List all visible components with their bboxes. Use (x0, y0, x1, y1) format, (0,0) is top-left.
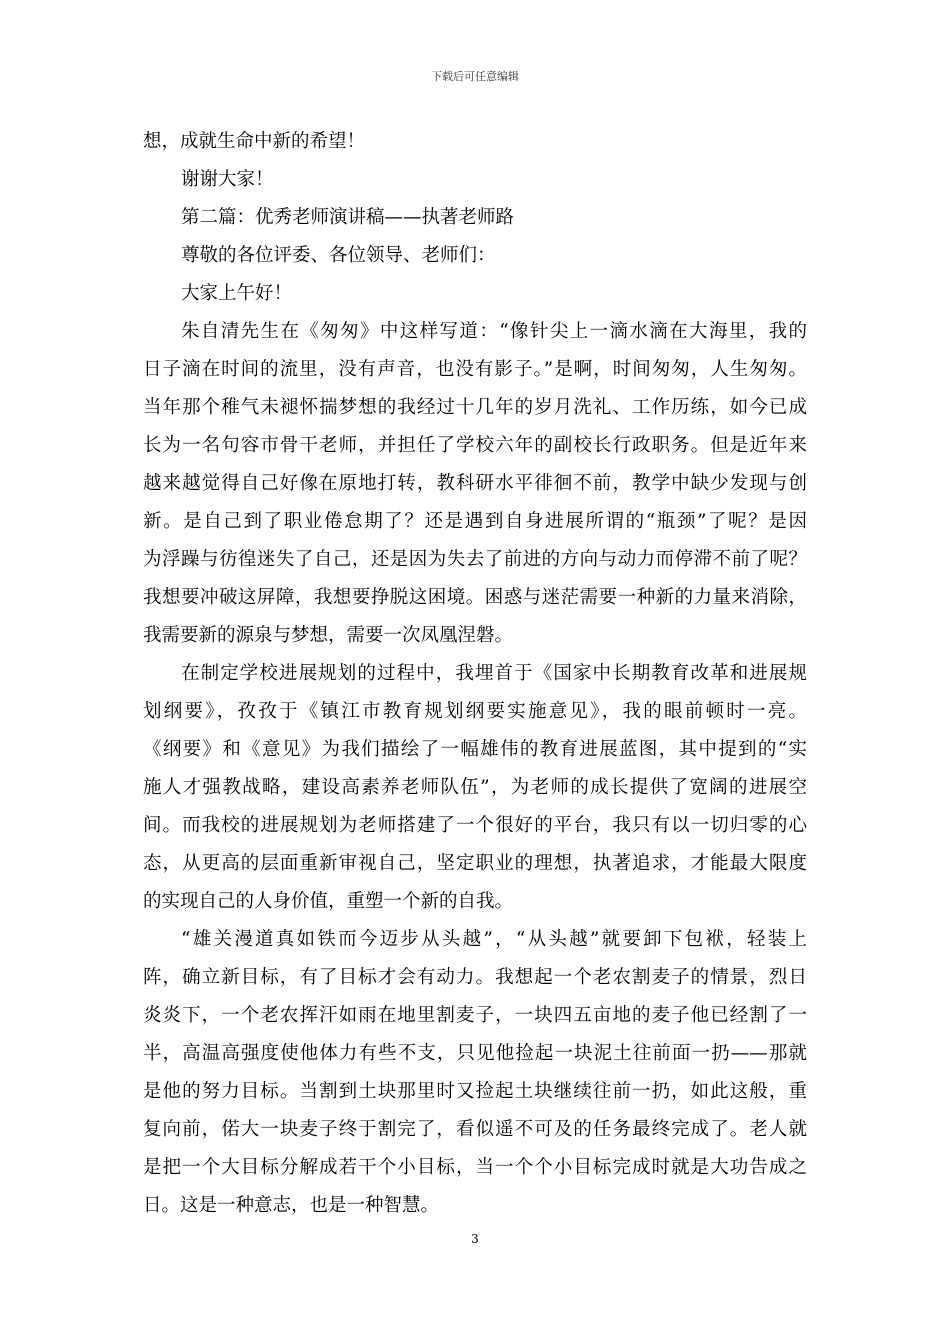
text-line: “雄关漫道真如铁而今迈步从头越”，“从头越”就要卸下包袱，轻装上 (181, 929, 807, 950)
text-line: 炎炎下，一个老农挥汗如雨在地里割麦子，一块四五亩地的麦子他已经割了一 (143, 1005, 807, 1026)
text-line: 新。是自己到了职业倦怠期了？还是遇到自身进展所谓的“瓶颈”了呢？是因 (143, 511, 807, 532)
text-line: 谢谢大家！ (181, 169, 274, 190)
text-line: 施人才强教战略，建设高素养老师队伍”，为老师的成长提供了宽阔的进展空 (143, 777, 807, 798)
text-line: 态，从更高的层面重新审视自己，坚定职业的理想，执著追求，才能最大限度 (143, 853, 807, 874)
section-title: 第二篇：优秀老师演讲稿——执著老师路 (181, 207, 515, 228)
text-line: 《纲要》和《意见》为我们描绘了一幅雄伟的教育进展蓝图，其中提到的“实 (143, 739, 807, 760)
text-line: 阵，确立新目标，有了目标才会有动力。我想起一个老农割麦子的情景，烈日 (143, 967, 807, 988)
text-line: 长为一名句容市骨干老师，并担任了学校六年的副校长行政职务。但是近年来 (143, 435, 807, 456)
text-line: 是把一个大目标分解成若干个小目标，当一个个小目标完成时就是大功告成之 (143, 1157, 807, 1178)
text-line: 划纲要》，孜孜于《镇江市教育规划纲要实施意见》，我的眼前顿时一亮。 (143, 701, 807, 722)
text-line: 半，高温高强度使他体力有些不支，只见他捡起一块泥土往前面一扔——那就 (143, 1043, 807, 1064)
greeting: 大家上午好！ (181, 283, 293, 304)
salutation: 尊敬的各位评委、各位领导、老师们： (181, 245, 496, 266)
text-line: 越来越觉得自己好像在原地打转，教科研水平徘徊不前，教学中缺少发现与创 (143, 473, 807, 494)
text-line: 我想要冲破这屏障，我想要挣脱这困境。困惑与迷茫需要一种新的力量来消除， (143, 587, 807, 608)
text-line: 的实现自己的人身价值，重塑一个新的自我。 (143, 891, 514, 912)
text-line: 我需要新的源泉与梦想，需要一次凤凰涅磐。 (143, 625, 514, 646)
text-line: 在制定学校进展规划的过程中，我埋首于《国家中长期教育改革和进展规 (181, 663, 807, 684)
text-line: 日。这是一种意志，也是一种智慧。 (143, 1195, 440, 1216)
page-number: 3 (471, 1232, 479, 1246)
text-line: 想，成就生命中新的希望！ (143, 131, 366, 152)
document-body (143, 123, 807, 1225)
text-line: 当年那个稚气未褪怀揣梦想的我经过十几年的岁月洗礼、工作历练，如今已成 (143, 397, 807, 418)
text-line: 为浮躁与彷徨迷失了自己，还是因为失去了前进的方向与动力而停滞不前了呢？ (143, 549, 807, 570)
text-line: 朱自清先生在《匆匆》中这样写道：“像针尖上一滴水滴在大海里，我的 (181, 321, 807, 342)
text-line: 是他的努力目标。当割到土块那里时又捡起土块继续往前一扔，如此这般，重 (143, 1081, 807, 1102)
text-line: 日子滴在时间的流里，没有声音，也没有影子。”是啊，时间匆匆，人生匆匆。 (143, 359, 807, 380)
text-line: 复向前，偌大一块麦子终于割完了，看似遥不可及的任务最终完成了。老人就 (143, 1119, 807, 1140)
text-line: 间。而我校的进展规划为老师搭建了一个很好的平台，我只有以一切归零的心 (143, 815, 807, 836)
page-header: 下载后可任意编辑 (431, 70, 519, 83)
